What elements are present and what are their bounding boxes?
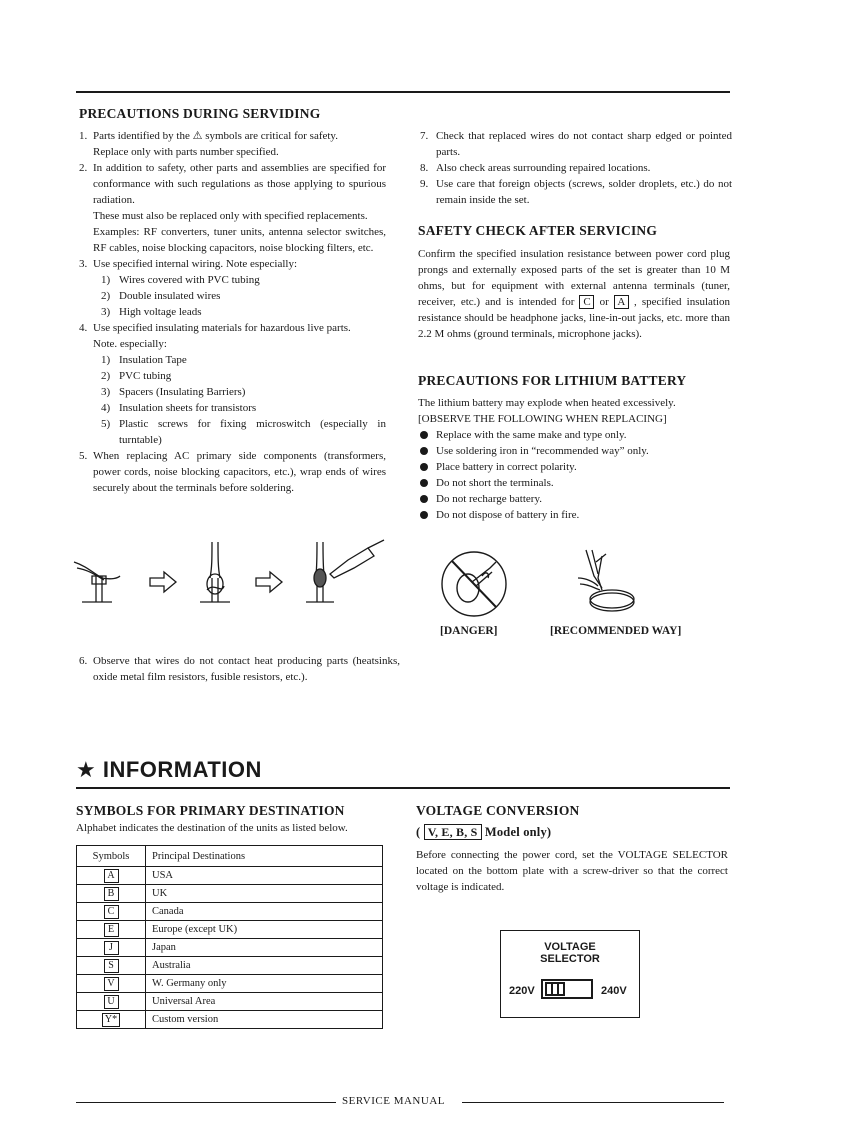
selector-left-label: 220V bbox=[509, 985, 535, 997]
table-row: U Universal Area bbox=[77, 993, 383, 1011]
precautions-list bbox=[79, 128, 386, 496]
switch-knob[interactable] bbox=[545, 982, 565, 996]
lithium-observe: [OBSERVE THE FOLLOWING WHEN REPLACING] bbox=[418, 413, 667, 425]
information-rule bbox=[76, 787, 730, 789]
list-item: Do not recharge battery. bbox=[418, 491, 730, 507]
selector-right-label: 240V bbox=[601, 985, 627, 997]
list-item: 3. Use specified internal wiring. Note especially: 1) Wires covered with PVC tubing 2) Double insulated wires 3) High voltage leads bbox=[79, 258, 298, 318]
top-rule bbox=[76, 91, 730, 93]
footer-rule-right bbox=[462, 1102, 724, 1103]
wiring-illustration bbox=[72, 538, 392, 606]
safety-check-title: SAFETY CHECK AFTER SERVICING bbox=[418, 223, 658, 238]
selector-label: VOLTAGE SELECTOR bbox=[540, 941, 600, 965]
list-item: 1. Parts identified by the ⚠ symbols are critical for safety. Replace only with parts number specified. bbox=[79, 130, 338, 158]
list-item: Do not short the terminals. bbox=[418, 475, 730, 491]
table-row: E Europe (except UK) bbox=[77, 921, 383, 939]
voltage-models: ( V, E, B, S Model only) bbox=[416, 825, 552, 839]
list-item: 8. Also check areas surrounding repaired locations. bbox=[420, 162, 651, 174]
symbol-c-box: C bbox=[579, 295, 594, 309]
table-row: Y* Custom version bbox=[77, 1011, 383, 1029]
table-header: Symbols bbox=[77, 846, 146, 867]
recommended-caption: [RECOMMENDED WAY] bbox=[550, 625, 682, 637]
list-item: 2. In addition to safety, other parts and assemblies are specified for conformance with such regulations as those applying to spurious radiation. These must also be replaced only with specified replacements. Examples: RF converters, tuner units, antenna selector switches, RF cables, noise blocking capacitors, noise blocking filters, etc. bbox=[79, 162, 386, 254]
table-header: Principal Destinations bbox=[146, 846, 383, 867]
table-row: B UK bbox=[77, 885, 383, 903]
list-item: Use soldering iron in “recommended way” only. bbox=[418, 443, 730, 459]
danger-illustration bbox=[438, 548, 510, 620]
table-row: V W. Germany only bbox=[77, 975, 383, 993]
list-item: 9. Use care that foreign objects (screws, solder droplets, etc.) do not remain inside the set. bbox=[420, 178, 732, 206]
symbol-a-box: A bbox=[614, 295, 629, 309]
list-item: 7. Check that replaced wires do not contact sharp edged or pointed parts. bbox=[420, 130, 732, 158]
table-row: J Japan bbox=[77, 939, 383, 957]
lithium-battery-section bbox=[418, 395, 730, 523]
list-item: Do not dispose of battery in fire. bbox=[418, 507, 730, 523]
voltage-selector-panel bbox=[500, 930, 640, 1018]
precautions-list-continued bbox=[420, 128, 732, 208]
models-box: V, E, B, S bbox=[424, 824, 482, 840]
lithium-intro: The lithium battery may explode when heated excessively. bbox=[418, 397, 676, 409]
table-row: S Australia bbox=[77, 957, 383, 975]
symbols-intro: Alphabet indicates the destination of the units as listed below. bbox=[76, 822, 348, 834]
table-header-row bbox=[77, 846, 383, 867]
symbols-title: SYMBOLS FOR PRIMARY DESTINATION bbox=[76, 803, 345, 818]
list-item: Place battery in correct polarity. bbox=[418, 459, 730, 475]
list-item: Replace with the same make and type only. bbox=[418, 427, 730, 443]
danger-caption: [DANGER] bbox=[440, 625, 498, 637]
list-item: 5. When replacing AC primary side components (transformers, power cords, noise blocking capacitors, etc.), wrap ends of wires securely about the terminals before soldering. bbox=[79, 450, 386, 494]
table-row: A USA bbox=[77, 867, 383, 885]
voltage-selector-switch[interactable] bbox=[541, 979, 593, 999]
destination-table bbox=[76, 845, 383, 1029]
list-item: 6. Observe that wires do not contact heat producing parts (heatsinks, oxide metal film resistors, fusible resistors, etc.). bbox=[79, 655, 400, 683]
voltage-text: Before connecting the power cord, set the VOLTAGE SELECTOR located on the bottom plate with a screw-driver so that the correct voltage is indicated. bbox=[416, 849, 728, 893]
footer-rule-left bbox=[76, 1102, 336, 1103]
precautions-title: PRECAUTIONS DURING SERVIDING bbox=[79, 106, 321, 121]
information-title: ★ INFORMATION bbox=[76, 757, 262, 782]
table-row: C Canada bbox=[77, 903, 383, 921]
safety-check-text: Confirm the specified insulation resistance between power cord plug prongs and externally exposed parts of the set is greater than 10 M ohms, but for equipment with external antenna terminals (tuner, receiver, etc.) and is intended for C or A , specified insulation resistance should be headphone jacks, line-in-out jacks, etc. more than 2.2 M ohms (ground terminals, microphone jacks). bbox=[418, 248, 731, 340]
recommended-illustration bbox=[572, 548, 642, 618]
lithium-battery-title: PRECAUTIONS FOR LITHIUM BATTERY bbox=[418, 373, 687, 388]
footer-text: SERVICE MANUAL bbox=[342, 1095, 445, 1107]
voltage-conversion-title: VOLTAGE CONVERSION bbox=[416, 803, 580, 818]
list-item: 4. Use specified insulating materials for hazardous live parts. Note. especially: 1) Insulation Tape 2) PVC tubing 3) Spacers (Insulating Barriers) 4) Insulation sheets for transistors 5) Plastic screws for fixing microswitch (especially in turntable) bbox=[79, 322, 386, 446]
